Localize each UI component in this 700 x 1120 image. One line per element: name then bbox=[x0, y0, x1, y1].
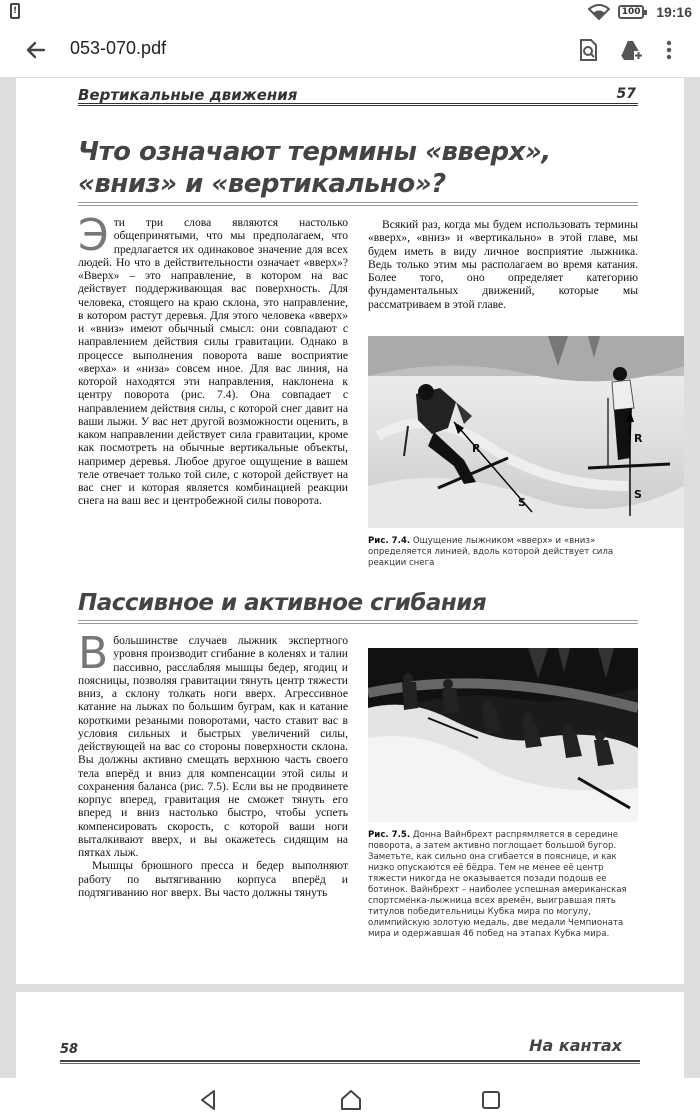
figure-photo bbox=[368, 648, 638, 822]
force-label-s2: S bbox=[634, 488, 642, 501]
force-label-r1: R bbox=[472, 442, 481, 455]
nav-back-icon[interactable] bbox=[196, 1087, 222, 1113]
search-document-icon[interactable] bbox=[575, 37, 601, 63]
paragraph-text: ти три слова являются настолько общепринятыми, что мы предполагаем, что предлагается их одинаковое значение для всех людей. Но что в действительности означает «вверх»? «Вверх» – это направление, в котором на вас действует поддерживающая вас поверхность. Для человека, стоящего на краю склона, это направление, в котором растут деревья. Для этого человека «вверх» и «вниз» имеют обычный смысл: они совпадают с направлением действия силы гравитации. Однако в процессе выполнения поворота ваше восприятие «верха» и «низа» совсем иное. Для вас линия, на которой находятся эти направления, наклонена к центру поворота (рис. 7.4). Она совпадает с направлением действия силы, с которой снег давит на ваши лыжи. У вас нет другой возможности оценить, в каком направлении действует сила гравитации, кроме как посмотреть на обычные вертикальные объекты, например деревья. Любое другое ощущение в вашем теле отвечает только той силе, с которой действует на вас снег и которая является комбинацией реакции снега на ваш вес и центробежной силы поворота. bbox=[78, 216, 348, 508]
section-title-line: «вниз» и «вертикально»? bbox=[78, 169, 446, 199]
text-column-left bbox=[78, 628, 348, 899]
force-label-r2: R bbox=[634, 432, 643, 445]
back-arrow-icon[interactable] bbox=[22, 36, 50, 64]
paragraph-text: большинстве случаев лыжник экспертного уровня производит сгибание в коленях и талии пассивно, расслабляя мышцы бедер, ягодиц и поясницы, позволяя гравитации тянуть центр тяжести вниз, а склону толкать ноги вверх. Агрессивное катание на лыжах по большим буграм, как и катание короткими резаными поворотами, часто ставит вас в условия сильных и быстрых увеличений силы, действующей на вас со стороны поверхности склона. Вы должны активно смещать верхнюю часть своего тела вперёд и вниз для компенсации этой силы и сохранения баланса (рис. 7.5). Если вы не продвинете корпус вперед, гравитация не сможет тянуть его вперед и вниз настолько быстро, чтобы успеть компенсировать скорость, с которой ваши ноги выталкивают вверх, и вы окажетесь сидящим на пятках лыж. bbox=[78, 634, 348, 859]
navigation-bar bbox=[0, 1078, 700, 1120]
header-rule bbox=[60, 1060, 640, 1064]
add-to-drive-icon[interactable] bbox=[618, 37, 644, 63]
status-bar bbox=[0, 0, 700, 24]
wifi-icon bbox=[588, 4, 610, 20]
section-rule bbox=[78, 620, 638, 624]
pdf-page bbox=[16, 78, 684, 984]
text-column-right bbox=[368, 218, 638, 311]
figure-caption bbox=[368, 536, 640, 569]
app-bar bbox=[0, 24, 700, 78]
section-title-line: Что означают термины «вверх», bbox=[78, 137, 551, 167]
document-title: 053-070.pdf bbox=[70, 38, 167, 58]
running-title: Вертикальные движения bbox=[78, 86, 298, 104]
section-title bbox=[78, 136, 638, 200]
paragraph: Мышцы брюшного пресса и бедер выполняют работу по вытягиванию корпуса вперёд и подтягиванию ног вверх. Вы часто должны тянуть bbox=[78, 859, 348, 899]
notification-icon: ! bbox=[10, 3, 20, 19]
running-header bbox=[78, 86, 638, 106]
status-icons bbox=[588, 2, 692, 22]
page-number: 58 bbox=[60, 1042, 79, 1057]
caption-label: Рис. 7.5. bbox=[368, 830, 411, 840]
section-title: Пассивное и активное сгибания bbox=[78, 590, 487, 616]
pdf-page bbox=[16, 992, 684, 1078]
pdf-viewer[interactable] bbox=[0, 78, 700, 1078]
section-rule bbox=[78, 202, 638, 206]
paragraph: Всякий раз, когда мы будем использовать термины «вверх», «вниз» и «вертикально» в этой главе, мы будем иметь в виду личное восприятие лыжника. Ведь только этим мы располагаем во время катания. Более того, оно определяет категорию фундаментальных движений, которые мы рассматриваем в этой главе. bbox=[368, 218, 638, 311]
caption-label: Рис. 7.4. bbox=[368, 536, 411, 546]
battery-icon: 100 bbox=[618, 5, 644, 19]
force-label-s1: S bbox=[518, 496, 526, 509]
moguls-illustration bbox=[368, 648, 638, 822]
caption-text: Ощущение лыжником «вверх» и «вниз» определяется линией, вдоль которой действует сила реакции снега bbox=[368, 536, 614, 568]
figure-photo bbox=[368, 336, 684, 528]
clock: 19:16 bbox=[656, 4, 692, 20]
more-options-icon[interactable] bbox=[656, 37, 682, 63]
drop-cap: Э bbox=[78, 210, 109, 261]
page-number: 57 bbox=[616, 86, 636, 102]
caption-text: Донна Вайнбрехт распрямляется в середине поворота, а затем активно поглощает большой бугор. Заметьте, как сильно она сгибается в пояснице, и как низко опускаются её бёдра. Тем не менее её центр тяжести никогда не оказывается позади подошв ее ботинок. Вайнбрехт – наиболее успешная американская спортсменка-лыжница всех времён, выигравшая пять титулов победительницы Кубка мира по могулу, олимпийскую золотую медаль, две медали Чемпионата мира и одержавшая 46 побед на этапах Кубка мира. bbox=[368, 830, 627, 939]
paragraph bbox=[78, 210, 348, 508]
nav-home-icon[interactable] bbox=[338, 1087, 364, 1113]
figure-caption bbox=[368, 830, 640, 940]
text-column-left bbox=[78, 210, 348, 508]
nav-recents-icon[interactable] bbox=[478, 1087, 504, 1113]
running-title: На кантах bbox=[529, 1036, 622, 1055]
paragraph bbox=[78, 628, 348, 859]
drop-cap: В bbox=[78, 628, 109, 679]
skier-illustration bbox=[368, 336, 684, 528]
